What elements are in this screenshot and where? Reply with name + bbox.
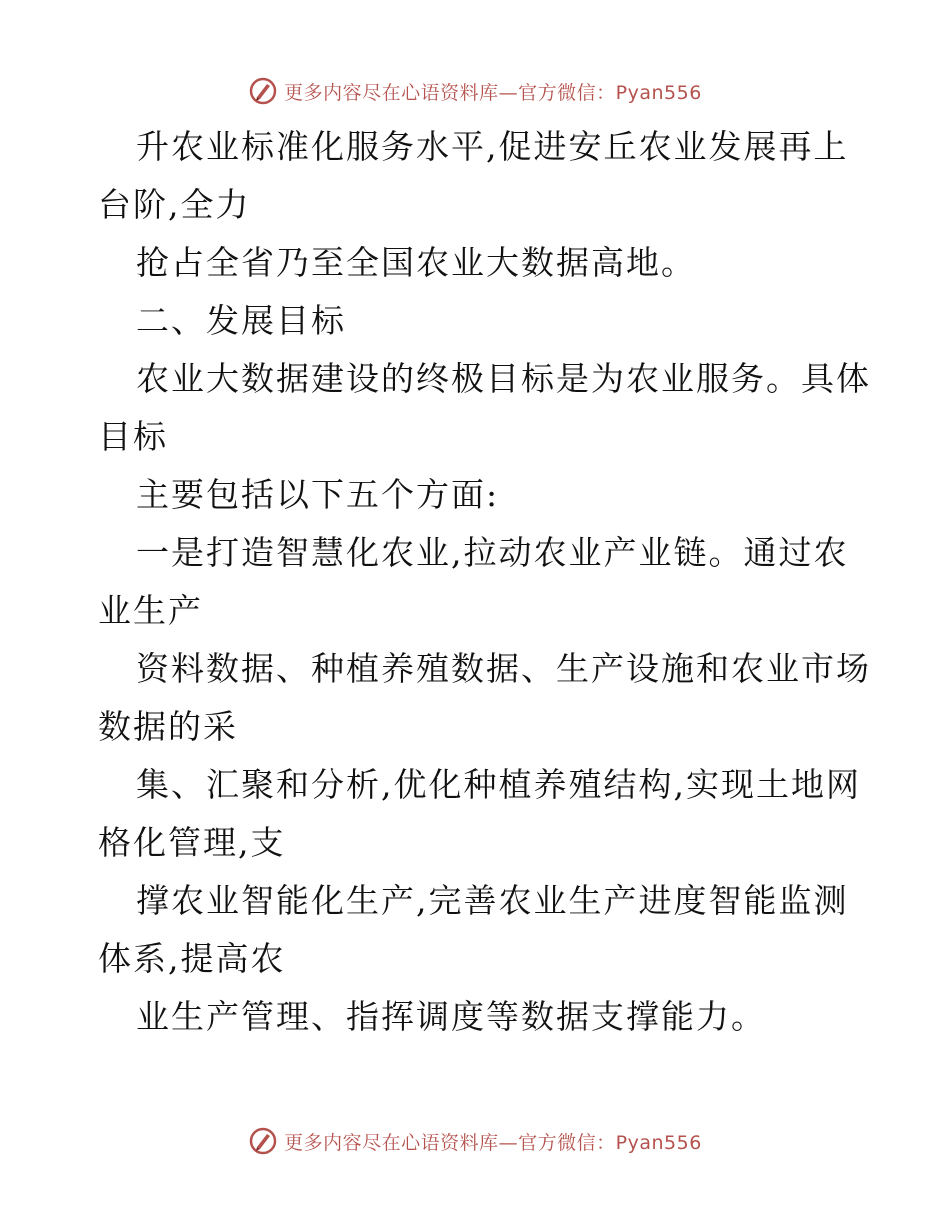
text-line-content: 主要包括以下五个方面: bbox=[136, 475, 500, 514]
text-line bbox=[98, 756, 861, 814]
text-line bbox=[98, 466, 858, 524]
text-line bbox=[98, 814, 858, 872]
footer-watermark bbox=[0, 1124, 950, 1158]
text-line-content: 体系,提高农 bbox=[98, 939, 286, 978]
text-line-content: 撑农业智能化生产,完善农业生产进度智能监测 bbox=[136, 881, 849, 920]
pen-circle-logo-icon bbox=[248, 76, 278, 106]
pen-circle-logo-icon bbox=[248, 1126, 278, 1156]
text-line bbox=[98, 988, 858, 1046]
text-line-content: 业生产 bbox=[98, 591, 203, 630]
text-line bbox=[98, 524, 858, 582]
text-line bbox=[98, 118, 858, 176]
text-line-content: 台阶,全力 bbox=[98, 185, 251, 224]
text-line-content: 农业大数据建设的终极目标是为农业服务。具体 bbox=[136, 359, 871, 398]
text-line bbox=[98, 930, 858, 988]
text-line bbox=[98, 350, 871, 408]
text-line-content: 资料数据、种植养殖数据、生产设施和农业市场 bbox=[136, 649, 871, 688]
text-line-content: 一是打造智慧化农业,拉动农业产业链。通过农 bbox=[136, 533, 849, 572]
text-line bbox=[98, 582, 858, 640]
text-line bbox=[98, 640, 871, 698]
text-line-content: 目标 bbox=[98, 417, 168, 456]
text-line-content: 抢占全省乃至全国农业大数据高地。 bbox=[136, 243, 696, 282]
text-line bbox=[98, 176, 858, 234]
text-line-content: 业生产管理、指挥调度等数据支撑能力。 bbox=[136, 997, 766, 1036]
text-line bbox=[98, 234, 858, 292]
text-line-content: 集、汇聚和分析,优化种植养殖结构,实现土地网 bbox=[136, 765, 861, 804]
text-line bbox=[98, 698, 858, 756]
text-line-content: 格化管理,支 bbox=[98, 823, 286, 862]
text-line-content: 数据的采 bbox=[98, 707, 238, 746]
text-line-content: 二、发展目标 bbox=[136, 301, 346, 340]
watermark-text: 更多内容尽在心语资料库—官方微信：Pyan556 bbox=[284, 81, 702, 104]
watermark-handle: Pyan556 bbox=[615, 1131, 702, 1154]
document-body bbox=[98, 118, 871, 1046]
header-watermark bbox=[0, 74, 950, 108]
text-line-content: 升农业标准化服务水平,促进安丘农业发展再上 bbox=[136, 127, 849, 166]
watermark-text: 更多内容尽在心语资料库—官方微信：Pyan556 bbox=[284, 1131, 702, 1154]
watermark-handle: Pyan556 bbox=[615, 81, 702, 104]
text-line bbox=[98, 408, 858, 466]
text-line bbox=[98, 292, 858, 350]
text-line bbox=[98, 872, 858, 930]
